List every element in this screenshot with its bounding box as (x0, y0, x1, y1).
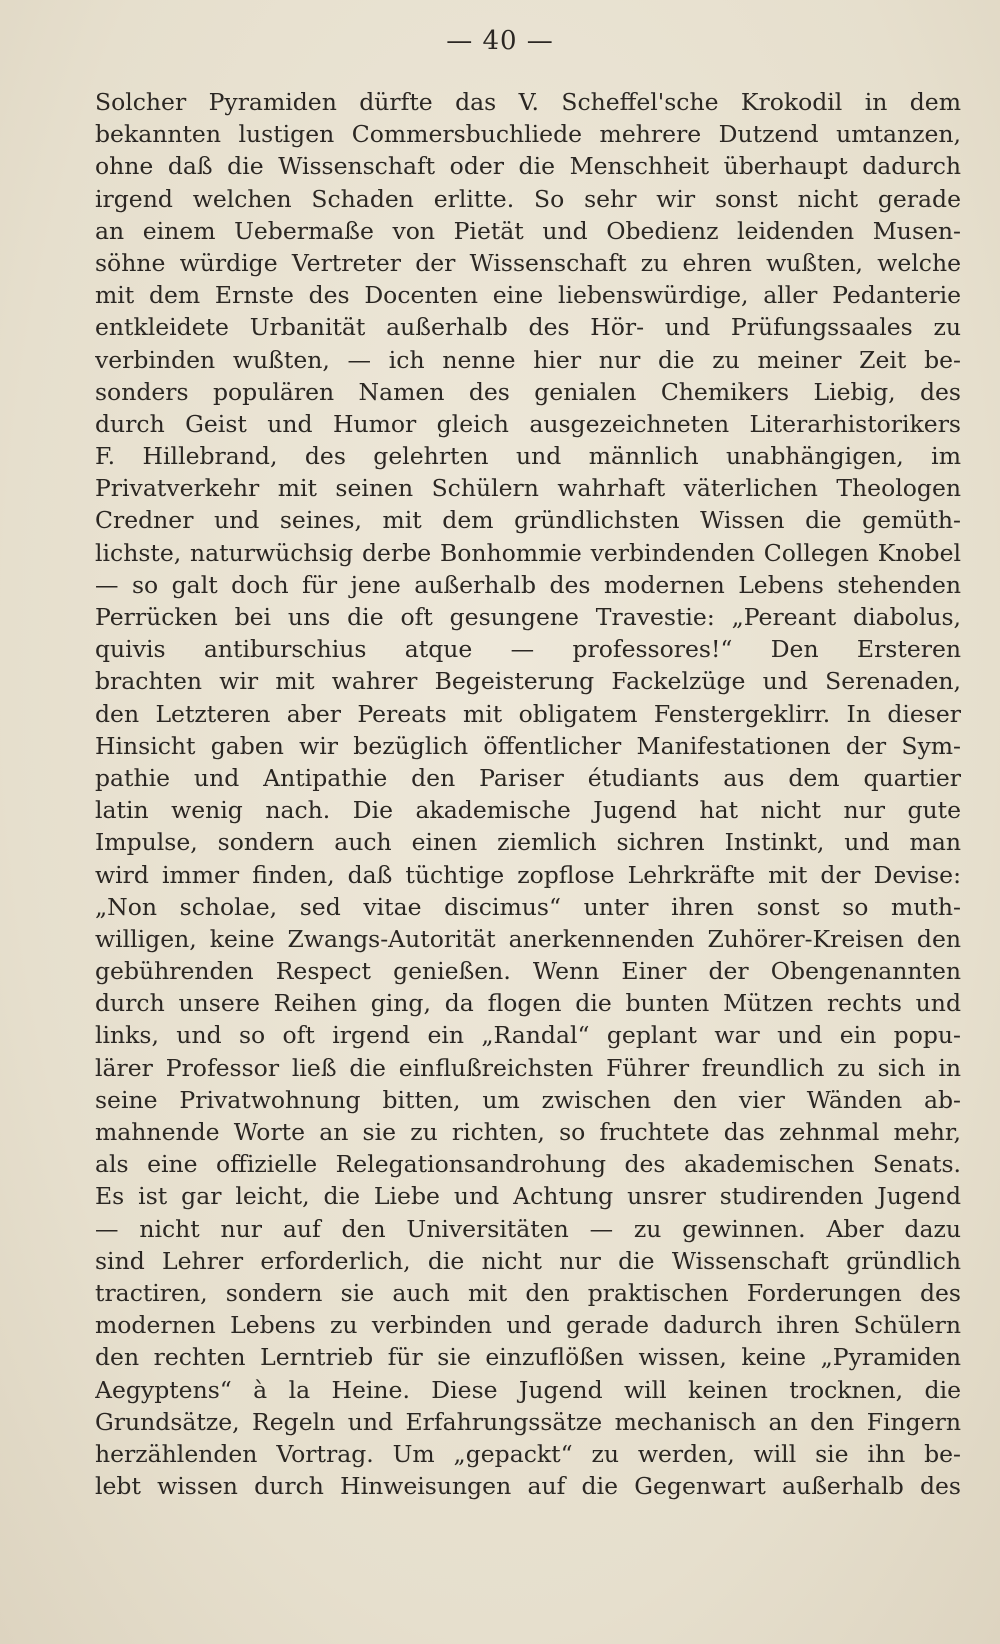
text-line: pathie und Antipathie den Pariser étudiants aus dem quartier (95, 763, 961, 792)
text-line: den rechten Lerntrieb für sie einzuflößen wissen, keine „Pyramiden (95, 1343, 961, 1372)
text-line: tractiren, sondern sie auch mit den praktischen Forderungen des (95, 1278, 961, 1307)
text-line: durch Geist und Humor gleich ausgezeichneten Literarhistorikers (95, 409, 961, 438)
text-line: Grundsätze, Regeln und Erfahrungssätze mechanisch an den Fingern (95, 1407, 961, 1436)
text-line: Privatverkehr mit seinen Schülern wahrhaft väterlichen Theologen (95, 474, 961, 503)
text-line: Perrücken bei uns die oft gesungene Travestie: „Pereant diabolus, (95, 603, 961, 631)
text-line: Credner und seines, mit dem gründlichsten Wissen die gemüth- (95, 506, 961, 535)
page-number: — 40 — (446, 26, 554, 56)
text-line: als eine offizielle Relegationsandrohung des akademischen Senats. (95, 1150, 961, 1179)
text-line: lärer Professor ließ die einflußreichsten Führer freundlich zu sich in (95, 1053, 961, 1082)
text-line: mit dem Ernste des Docenten eine liebenswürdige, aller Pedanterie (95, 281, 961, 310)
text-line: seine Privatwohnung bitten, um zwischen den vier Wänden ab- (95, 1085, 961, 1114)
text-line: durch unsere Reihen ging, da flogen die bunten Mützen rechts und (95, 989, 961, 1018)
text-line: entkleidete Urbanität außerhalb des Hör- und Prüfungssaales zu (95, 313, 961, 342)
text-line: mahnende Worte an sie zu richten, so fruchtete das zehnmal mehr, (95, 1118, 961, 1146)
text-line: ohne daß die Wissenschaft oder die Menschheit überhaupt dadurch (95, 152, 961, 181)
text-line: herzählenden Vortrag. Um „gepackt“ zu werden, will sie ihn be- (95, 1439, 961, 1468)
text-line: lichste, naturwüchsig derbe Bonhommie verbindenden Collegen Knobel (95, 538, 961, 567)
text-line: irgend welchen Schaden erlitte. So sehr wir sonst nicht gerade (95, 184, 961, 213)
text-line: — so galt doch für jene außerhalb des modernen Lebens stehenden (95, 570, 961, 599)
text-line: „Non scholae, sed vitae discimus“ unter ihren sonst so muth- (95, 892, 961, 921)
text-line: an einem Uebermaße von Pietät und Obedienz leidenden Musen- (95, 216, 961, 245)
text-line: — nicht nur auf den Universitäten — zu gewinnen. Aber dazu (95, 1214, 961, 1243)
text-line: willigen, keine Zwangs-Autorität anerkennenden Zuhörer-Kreisen den (95, 924, 961, 953)
text-line: Hinsicht gaben wir bezüglich öffentlicher Manifestationen der Sym- (95, 731, 961, 760)
text-line: modernen Lebens zu verbinden und gerade dadurch ihren Schülern (95, 1311, 961, 1340)
text-line: sind Lehrer erforderlich, die nicht nur die Wissenschaft gründlich (95, 1246, 961, 1275)
text-line: Es ist gar leicht, die Liebe und Achtung unsrer studirenden Jugend (95, 1182, 961, 1211)
text-line: bekannten lustigen Commersbuchliede mehrere Dutzend umtanzen, (95, 120, 961, 149)
text-line: sonders populären Namen des genialen Chemikers Liebig, des (95, 377, 961, 406)
body-text (95, 86, 961, 1502)
text-line: latin wenig nach. Die akademische Jugend hat nicht nur gute (95, 796, 961, 825)
text-line: verbinden wußten, — ich nenne hier nur die zu meiner Zeit be- (95, 345, 961, 374)
text-line: wird immer finden, daß tüchtige zopflose Lehrkräfte mit der Devise: (95, 860, 961, 889)
text-line: F. Hillebrand, des gelehrten und männlich unabhängigen, im (95, 442, 961, 471)
text-line: söhne würdige Vertreter der Wissenschaft zu ehren wußten, welche (95, 248, 961, 277)
text-line: links, und so oft irgend ein „Randal“ geplant war und ein popu- (95, 1021, 961, 1050)
text-line: brachten wir mit wahrer Begeisterung Fackelzüge und Serenaden, (95, 667, 961, 696)
text-line: den Letzteren aber Pereats mit obligatem Fenstergeklirr. In dieser (95, 699, 961, 728)
text-line: lebt wissen durch Hinweisungen auf die Gegenwart außerhalb des (95, 1472, 961, 1501)
text-line: Impulse, sondern auch einen ziemlich sichren Instinkt, und man (95, 828, 961, 857)
text-line: Aegyptens“ à la Heine. Diese Jugend will keinen trocknen, die (95, 1375, 961, 1404)
text-line: Solcher Pyramiden dürfte das V. Scheffel'sche Krokodil in dem (95, 88, 961, 116)
text-line: quivis antiburschius atque — professores!“ Den Ersteren (95, 635, 961, 664)
text-line: gebührenden Respect genießen. Wenn Einer der Obengenannten (95, 957, 961, 986)
